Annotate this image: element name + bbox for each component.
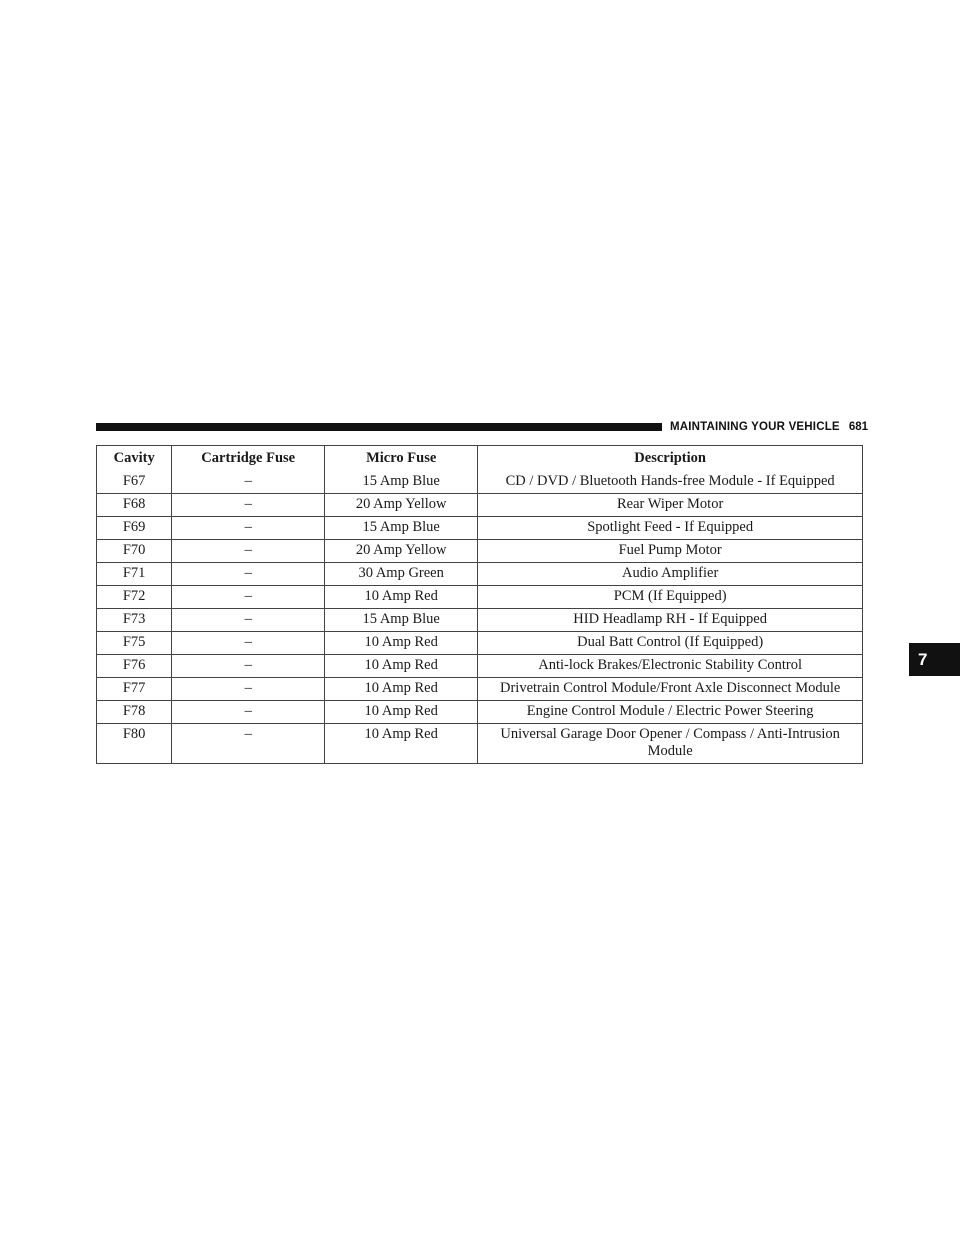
table-row [97,563,863,586]
table-row [97,540,863,563]
table-row [97,655,863,678]
cell-cartridge-fuse: – [172,471,325,494]
cell-description: Engine Control Module / Electric Power Steering [478,701,863,724]
page-number: 681 [848,421,868,433]
cell-micro-fuse: 10 Amp Red [325,724,478,764]
column-header-cavity: Cavity [97,446,172,472]
table-row [97,701,863,724]
cell-cartridge-fuse: – [172,586,325,609]
page-header [96,418,868,436]
cell-cavity: F76 [97,655,172,678]
cell-cavity: F72 [97,586,172,609]
table-row [97,632,863,655]
cell-cavity: F75 [97,632,172,655]
table-header-row [97,446,863,472]
cell-cavity: F68 [97,494,172,517]
chapter-tab: 7 [909,643,960,676]
cell-cavity: F73 [97,609,172,632]
cell-cavity: F80 [97,724,172,764]
cell-description: Fuel Pump Motor [478,540,863,563]
cell-micro-fuse: 10 Amp Red [325,632,478,655]
cell-description: HID Headlamp RH - If Equipped [478,609,863,632]
cell-cavity: F77 [97,678,172,701]
cell-description: Universal Garage Door Opener / Compass / Anti-Intrusion Module [478,724,863,764]
cell-description: Spotlight Feed - If Equipped [478,517,863,540]
cell-cartridge-fuse: – [172,494,325,517]
cell-description: Anti-lock Brakes/Electronic Stability Control [478,655,863,678]
cell-cartridge-fuse: – [172,655,325,678]
cell-cartridge-fuse: – [172,517,325,540]
cell-cavity: F70 [97,540,172,563]
cell-micro-fuse: 30 Amp Green [325,563,478,586]
cell-description: Dual Batt Control (If Equipped) [478,632,863,655]
cell-micro-fuse: 15 Amp Blue [325,471,478,494]
header-rule [96,423,662,431]
fuse-table [96,445,863,764]
cell-micro-fuse: 20 Amp Yellow [325,494,478,517]
cell-cartridge-fuse: – [172,701,325,724]
cell-micro-fuse: 15 Amp Blue [325,517,478,540]
cell-micro-fuse: 10 Amp Red [325,655,478,678]
cell-description: PCM (If Equipped) [478,586,863,609]
cell-description: Rear Wiper Motor [478,494,863,517]
table-row [97,494,863,517]
cell-cavity: F71 [97,563,172,586]
table-row [97,517,863,540]
column-header-micro-fuse: Micro Fuse [325,446,478,472]
cell-description: CD / DVD / Bluetooth Hands-free Module - If Equipped [478,471,863,494]
column-header-cartridge-fuse: Cartridge Fuse [172,446,325,472]
cell-cartridge-fuse: – [172,632,325,655]
table-row [97,609,863,632]
table-row [97,678,863,701]
cell-micro-fuse: 15 Amp Blue [325,609,478,632]
table-row [97,724,863,764]
cell-description: Audio Amplifier [478,563,863,586]
cell-micro-fuse: 20 Amp Yellow [325,540,478,563]
cell-cavity: F78 [97,701,172,724]
cell-cartridge-fuse: – [172,563,325,586]
cell-micro-fuse: 10 Amp Red [325,678,478,701]
cell-micro-fuse: 10 Amp Red [325,701,478,724]
table-body [97,471,863,764]
column-header-description: Description [478,446,863,472]
cell-cavity: F69 [97,517,172,540]
table-row [97,471,863,494]
cell-cartridge-fuse: – [172,609,325,632]
cell-cartridge-fuse: – [172,540,325,563]
cell-micro-fuse: 10 Amp Red [325,586,478,609]
cell-cartridge-fuse: – [172,678,325,701]
cell-cartridge-fuse: – [172,724,325,764]
table-row [97,586,863,609]
cell-cavity: F67 [97,471,172,494]
cell-description: Drivetrain Control Module/Front Axle Disconnect Module [478,678,863,701]
section-title: MAINTAINING YOUR VEHICLE [669,421,840,433]
